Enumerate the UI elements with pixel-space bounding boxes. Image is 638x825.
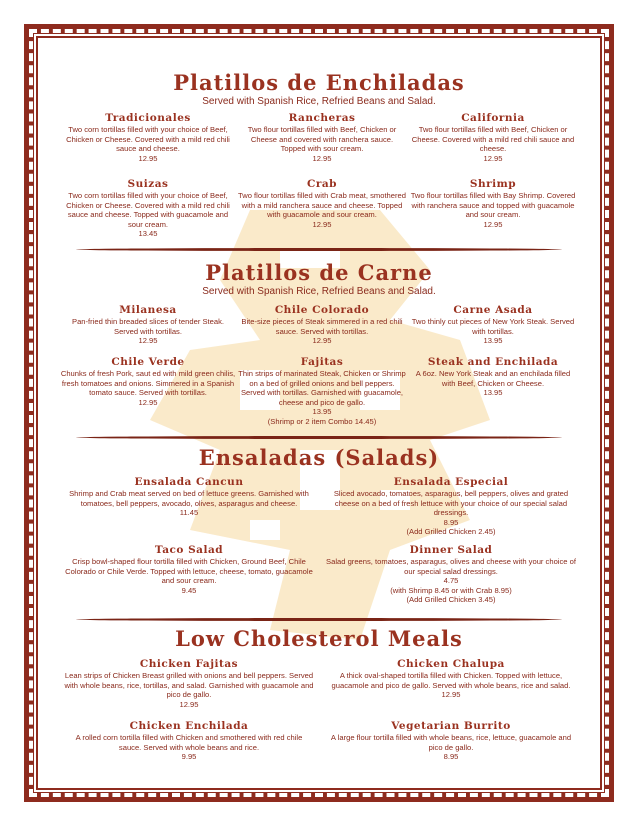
item-price: 12.95 bbox=[138, 153, 158, 163]
item-name: Shrimp bbox=[469, 178, 517, 190]
item-note: (with Shrimp 8.45 or with Crab 8.95) bbox=[390, 585, 512, 595]
item-price: 12.95 bbox=[312, 153, 332, 163]
item-note: (Shrimp or 2 item Combo 14.45) bbox=[267, 416, 377, 426]
item-name: Steak and Enchilada bbox=[427, 356, 559, 368]
item-name: Suizas bbox=[127, 178, 169, 190]
menu-content bbox=[46, 60, 592, 780]
section-ensaladas bbox=[46, 445, 592, 471]
menu-item bbox=[238, 304, 406, 346]
section-title: Ensaladas (Salads) bbox=[198, 445, 440, 470]
menu-item bbox=[60, 304, 236, 346]
item-price: 12.95 bbox=[138, 397, 158, 407]
item-description: A 6oz. New York Steak and an enchilada filled with Beef, Chicken or Cheese. bbox=[415, 369, 571, 388]
section-divider bbox=[76, 436, 562, 439]
menu-item bbox=[60, 356, 236, 407]
menu-item bbox=[408, 356, 578, 398]
item-description: Two corn tortillas filled with your choice of Beef, Chicken or Cheese. Covered with a mild red chili sauce and cheese. Topped with guacamole and sour cream. bbox=[66, 191, 230, 229]
item-description: Two corn tortillas filled with your choice of Beef, Chicken or Cheese. Covered with a mild red chili sauce and cheese. bbox=[66, 125, 230, 153]
item-description: Sliced avocado, tomatoes, asparagus, bell peppers, olives and grated cheese on a bed of fresh lettuce with your choice of our special salad dressings. bbox=[333, 489, 569, 517]
item-name: Chicken Fajitas bbox=[139, 658, 239, 670]
section-divider bbox=[76, 618, 562, 621]
menu-item bbox=[238, 356, 406, 426]
item-price: 8.95 bbox=[443, 752, 459, 761]
item-description: Two flour tortillas filled with Beef, Chicken or Cheese. Covered with a mild red chili sauce and cheese. bbox=[411, 125, 575, 153]
menu-item bbox=[64, 476, 314, 518]
item-price: 12.95 bbox=[312, 336, 332, 345]
item-price: 4.75 bbox=[443, 576, 459, 585]
item-description: Two flour tortillas filled with Crab meat, smothered with a mild ranchera sauce and cheese. Topped with guacamole and sour cream. bbox=[238, 191, 406, 219]
item-name: Rancheras bbox=[288, 112, 356, 124]
item-price: 12.95 bbox=[312, 219, 332, 229]
section-low-cholesterol bbox=[46, 626, 592, 652]
item-description: A large flour tortilla filled with whole beans, rice, lettuce, guacamole and pico de gallo. bbox=[330, 733, 572, 752]
section-subtitle: Served with Spanish Rice, Refried Beans and Salad. bbox=[202, 96, 436, 107]
menu-item bbox=[238, 178, 406, 229]
item-description: Thin strips of marinated Steak, Chicken or Shrimp on a bed of grilled onions and bell peppers. Served with tortillas. Garnished with guacamole, cheese and pico de gallo. bbox=[238, 369, 406, 407]
item-note: (Add Grilled Chicken 3.45) bbox=[406, 595, 496, 604]
item-name: Carne Asada bbox=[453, 304, 533, 316]
item-name: Dinner Salad bbox=[409, 544, 493, 556]
menu-item bbox=[60, 112, 236, 163]
section-title: Low Cholesterol Meals bbox=[175, 626, 463, 651]
item-price: 8.95 bbox=[443, 517, 459, 527]
item-price: 12.95 bbox=[483, 153, 503, 163]
item-description: Two flour tortillas filled with Bay Shrimp. Covered with ranchera sauce and topped with guacamole and sour cream. bbox=[410, 191, 576, 219]
menu-item bbox=[326, 658, 576, 700]
item-name: Tradicionales bbox=[105, 112, 191, 124]
item-description: Chunks of fresh Pork, saut ed with mild green chilis, fresh tomatoes and onions. Simmered in a Spanish tomato sauce. Served with tortillas. bbox=[60, 369, 236, 397]
item-price: 13.95 bbox=[483, 336, 503, 345]
item-name: California bbox=[461, 112, 525, 124]
item-description: Salad greens, tomatoes, asparagus, olives and cheese with your choice of our special salad dressings. bbox=[326, 557, 576, 576]
item-description: Two flour tortillas filled with Beef, Chicken or Cheese and covered with ranchera sauce. Topped with sour cream. bbox=[247, 125, 397, 153]
menu-item bbox=[408, 112, 578, 163]
item-name: Taco Salad bbox=[154, 544, 224, 556]
menu-item bbox=[60, 178, 236, 239]
item-price: 12.95 bbox=[138, 336, 158, 345]
menu-item bbox=[326, 476, 576, 537]
menu-item bbox=[408, 304, 578, 346]
item-name: Chile Colorado bbox=[274, 304, 370, 316]
item-description: A thick oval-shaped tortilla filled with Chicken. Topped with lettuce, guacamole and pico de gallo. Served with whole beans, rice and salad. bbox=[331, 671, 571, 690]
section-title: Platillos de Carne bbox=[205, 260, 433, 285]
item-price: 13.95 bbox=[483, 388, 503, 397]
item-price: 9.45 bbox=[181, 585, 197, 595]
item-description: Bite-size pieces of Steak simmered in a red chili sauce. Served with tortillas. bbox=[241, 317, 403, 336]
section-carne bbox=[46, 260, 592, 298]
item-price: 9.95 bbox=[181, 752, 197, 761]
item-name: Ensalada Cancun bbox=[134, 476, 244, 488]
menu-item bbox=[64, 720, 314, 762]
item-price: 11.45 bbox=[179, 508, 199, 517]
item-price: 13.45 bbox=[138, 229, 158, 238]
section-enchiladas bbox=[46, 70, 592, 108]
item-price: 12.95 bbox=[441, 690, 461, 699]
item-name: Ensalada Especial bbox=[393, 476, 509, 488]
menu-item bbox=[64, 544, 314, 595]
menu-item bbox=[408, 178, 578, 229]
menu-item bbox=[326, 544, 576, 605]
item-name: Milanesa bbox=[119, 304, 177, 316]
menu-item bbox=[64, 658, 314, 709]
item-price: 13.95 bbox=[312, 407, 332, 416]
item-price: 12.95 bbox=[483, 219, 503, 229]
item-name: Crab bbox=[306, 178, 338, 190]
item-description: Lean strips of Chicken Breast grilled with onions and bell peppers. Served with whole beans, rice, tortillas, and salad. Garnished with guacamole and pico de gallo. bbox=[64, 671, 314, 699]
item-description: Pan-fried thin breaded slices of tender Steak. Served with tortillas. bbox=[72, 317, 224, 336]
menu-item bbox=[326, 720, 576, 762]
item-description: Shrimp and Crab meat served on bed of lettuce greens. Garnished with tomatoes, bell peppers, avocado, olives, asparagus and cheese. bbox=[69, 489, 309, 508]
item-price: 12.95 bbox=[179, 699, 199, 709]
menu-item bbox=[238, 112, 406, 163]
item-description: Crisp bowl-shaped flour tortilla filled with Chicken, Ground Beef, Chile Colorado or Chile Verde. Topped with lettuce, cheese, tomato, guacamole and sour cream. bbox=[65, 557, 313, 585]
item-name: Fajitas bbox=[300, 356, 344, 368]
item-description: Two thinly cut pieces of New York Steak. Served with tortillas. bbox=[411, 317, 575, 336]
item-note: (Add Grilled Chicken 2.45) bbox=[406, 527, 496, 536]
section-divider bbox=[76, 248, 562, 251]
item-name: Chile Verde bbox=[111, 356, 185, 368]
item-name: Vegetarian Burrito bbox=[391, 720, 511, 732]
item-description: A rolled corn tortilla filled with Chicken and smothered with red chile sauce. Served with whole beans and rice. bbox=[75, 733, 303, 752]
section-title: Platillos de Enchiladas bbox=[173, 70, 465, 95]
item-name: Chicken Enchilada bbox=[129, 720, 249, 732]
item-name: Chicken Chalupa bbox=[397, 658, 505, 670]
section-subtitle: Served with Spanish Rice, Refried Beans and Salad. bbox=[202, 286, 436, 297]
